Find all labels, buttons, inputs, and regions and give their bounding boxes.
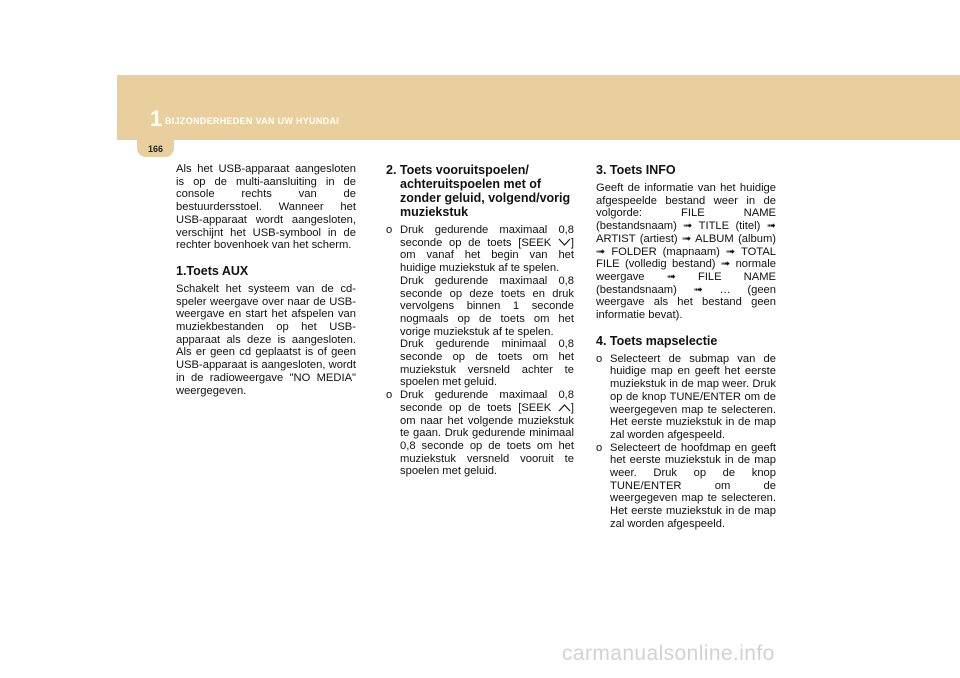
folder-list: [596, 353, 776, 531]
section-heading-aux: 1.Toets AUX: [176, 263, 249, 278]
item-text: ] om vanaf het begin van het huidige muziekstuk af te spelen.: [400, 236, 574, 275]
header-band: [117, 75, 960, 140]
info-paragraph: Geeft de informatie van het huidige afgespeelde bestand weer in de volgorde: FILE NAME (bestandsnaam) ➟ TITLE (titel) ➟ ARTIST (artiest) ➟ ALBUM (album) ➟ FOLDER (mapnaam) ➟ TOTAL FILE (volledig bestand) ➟ normale weergave ➟ FILE NAME (bestandsnaam) ➟ … (geen weergave als het bestand geen informatie bevat).: [596, 182, 776, 322]
chevron-up-icon: [558, 403, 571, 412]
aux-paragraph: Schakelt het systeem van de cd-speler weergave over naar de USB-weergave en start het afspelen van muziekbestanden op het USB-apparaat als deze is aangesloten. Als er geen cd geplaatst is of geen USB-apparaat is aangesloten, wordt in de radioweergave "NO MEDIA" weergegeven.: [176, 282, 356, 397]
list-item: [596, 442, 776, 531]
section-heading-seek: 2. Toets vooruitspoelen/ achteruitspoelen met of zonder geluid, volgend/vorig muziekstuk: [386, 163, 571, 219]
item-text: Selecteert de submap van de huidige map en geeft het eerste muziekstuk in de map weer. Druk op de knop TUNE/ENTER om de weergegeven map te selecteren. Het eerste muziekstuk in de map zal worden afgespeeld.: [610, 352, 776, 441]
column-3: [596, 163, 776, 531]
item-text: Selecteert de hoofdmap en geeft het eerste muziekstuk in de map weer. Druk op de knop TUNE/ENTER om de weergegeven map te selecteren. Het eerste muziekstuk in de map zal worden afgespeeld.: [610, 441, 776, 530]
item-text: ] om naar het volgende muziekstuk te gaan. Druk gedurende minimaal 0,8 seconde op de toets om het muziekstuk versneld vooruit te spoelen met geluid.: [400, 401, 574, 478]
bullet-mark: o: [386, 224, 393, 236]
list-item: [386, 224, 574, 389]
item-text: Druk gedurende maximaal 0,8 seconde op de toets [SEEK: [400, 224, 574, 249]
item-text: Druk gedurende minimaal 0,8 seconde op de toets om het muziekstuk versneld achter te spoelen met geluid.: [400, 338, 574, 389]
column-2: [386, 163, 574, 478]
bullet-mark: o: [386, 389, 393, 402]
item-text: Druk gedurende maximaal 0,8 seconde op deze toets en druk vervolgens binnen 1 seconde nogmaals op de toets om het vorige muziekstuk af te spelen.: [400, 274, 574, 338]
bullet-mark: o: [596, 352, 603, 365]
chapter-title: BIJZONDERHEDEN VAN UW HYUNDAI: [165, 116, 340, 126]
column-1: [176, 163, 356, 397]
chapter-number: 1: [150, 106, 163, 131]
chevron-down-icon: [558, 238, 571, 247]
section-heading-info: 3. Toets INFO: [596, 163, 676, 177]
intro-paragraph: Als het USB-apparaat aangesloten is op de multi-aansluiting in de console rechts van de bestuurdersstoel. Wanneer het USB-apparaat wordt aangesloten, verschijnt het USB-symbool in de rechter bovenhoek van het scherm.: [176, 163, 356, 252]
bullet-mark: o: [596, 441, 603, 454]
page-number: 166: [137, 140, 174, 157]
watermark: carmanualsonline.info: [562, 642, 775, 665]
section-heading-folder: 4. Toets mapselectie: [596, 333, 718, 348]
list-item: [596, 353, 776, 442]
list-item: [386, 389, 574, 478]
seek-list: [386, 224, 574, 478]
item-text: Druk gedurende maximaal 0,8 seconde op de toets [SEEK: [400, 389, 574, 414]
